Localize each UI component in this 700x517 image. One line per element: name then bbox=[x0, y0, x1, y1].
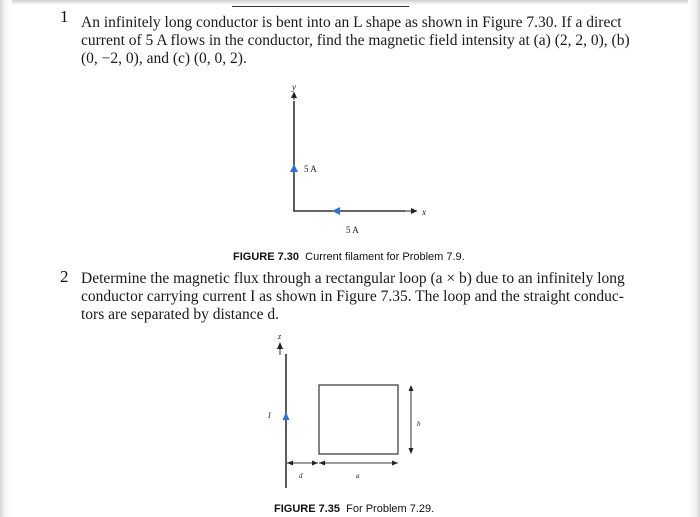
problem-2-number: 2 bbox=[60, 267, 69, 286]
horizontal-current-label: 5 A bbox=[346, 225, 359, 235]
vertical-current-label: 5 A bbox=[304, 164, 317, 174]
problem-2-line: Determine the magnetic flux through a rectangular loop (a × b) due to an infinitely long bbox=[81, 270, 625, 287]
problem-1-line: An infinitely long conductor is bent into an L shape as shown in Figure 7.30. If a direct bbox=[81, 14, 622, 31]
problem-1-line: (0, −2, 0), and (c) (0, 0, 2). bbox=[81, 50, 247, 67]
rectangular-loop bbox=[319, 385, 398, 454]
figure-7-35-caption-label: FIGURE 7.35 bbox=[274, 503, 341, 515]
d-label: d bbox=[299, 472, 303, 480]
figure-7-30-caption-label: FIGURE 7.30 bbox=[233, 251, 300, 263]
x-axis-label: x bbox=[422, 207, 426, 217]
conductor-current-arrow bbox=[283, 412, 290, 420]
z-axis-arrow bbox=[277, 342, 283, 349]
figure-7-30-caption-text: Current filament for Problem 7.9. bbox=[305, 251, 465, 263]
a-label: a bbox=[356, 472, 360, 480]
figure-7-35-caption-text: For Problem 7.29. bbox=[346, 503, 435, 515]
current-label: I bbox=[268, 411, 271, 420]
b-label: b bbox=[417, 420, 421, 428]
z-axis-label: z bbox=[278, 332, 282, 341]
problem-1-number: 1 bbox=[60, 7, 69, 26]
problem-2-line: conductor carrying current I as shown in Figure 7.35. The loop and the straight conduc- bbox=[81, 288, 624, 305]
problem-2-line: tors are separated by distance d. bbox=[81, 306, 279, 323]
figure-7-35-caption bbox=[274, 503, 434, 515]
y-axis-label: y bbox=[292, 82, 296, 92]
problem-1-line: current of 5 A flows in the conductor, find the magnetic field intensity at (a) (2, 2, 0), (b) bbox=[81, 32, 630, 49]
